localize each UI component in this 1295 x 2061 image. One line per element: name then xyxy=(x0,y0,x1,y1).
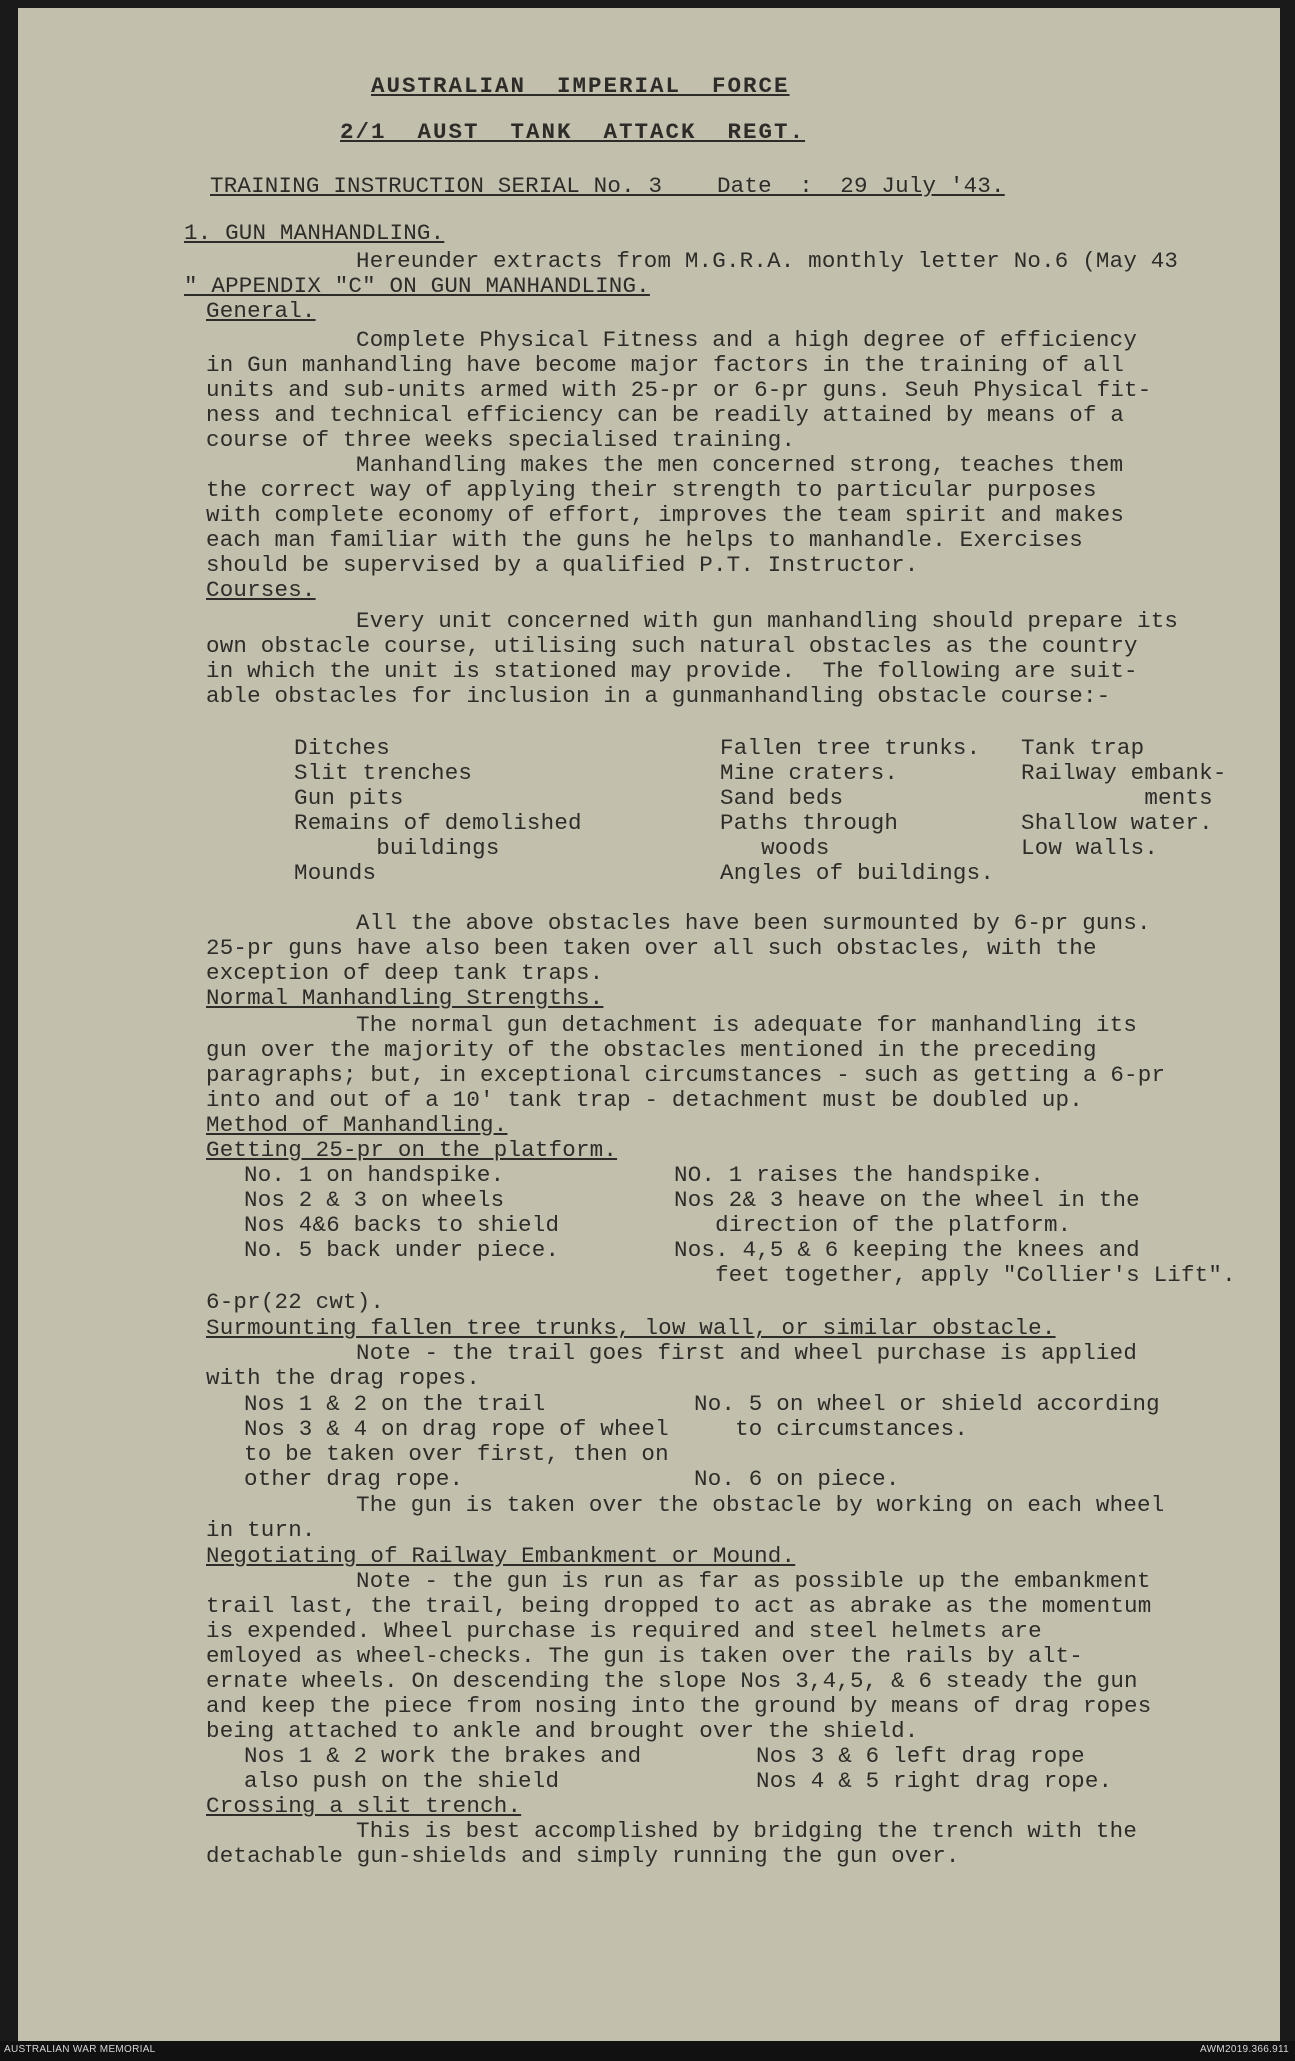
platform-heading: Getting 25-pr on the platform. xyxy=(206,1137,618,1163)
general-p1-line: course of three weeks specialised training. xyxy=(206,427,796,453)
footer-credit: AUSTRALIAN WAR MEMORIAL xyxy=(4,2044,156,2055)
platform-left-item: No. 1 on handspike. xyxy=(244,1162,505,1188)
railway-right-item: Nos 3 & 6 left drag rope xyxy=(756,1743,1085,1769)
slit-line: detachable gun-shields and simply running the gun over. xyxy=(206,1843,960,1869)
obstacle-item: Low walls. xyxy=(1021,835,1159,861)
courses-heading: Courses. xyxy=(206,577,316,603)
general-p1-line: in Gun manhandling have become major factors in the training of all xyxy=(206,352,1138,378)
obstacle-item: woods xyxy=(720,835,830,861)
platform-right-item: NO. 1 raises the handspike. xyxy=(674,1162,1044,1188)
platform-left-item: Nos 4&6 backs to shield xyxy=(244,1212,560,1238)
footer-bar xyxy=(0,2041,1295,2061)
normal-line: gun over the majority of the obstacles mentioned in the preceding xyxy=(206,1037,1097,1063)
trunks-left-item: other drag rope. xyxy=(244,1466,464,1492)
general-p2-line: the correct way of applying their strength to particular purposes xyxy=(206,477,1097,503)
trunks-note-line: Note - the trail goes first and wheel purchase is applied xyxy=(356,1340,1138,1366)
platform-right-item: Nos. 4,5 & 6 keeping the knees and xyxy=(674,1237,1140,1263)
obstacle-item: Tank trap xyxy=(1021,735,1145,761)
obstacle-item: buildings xyxy=(294,835,500,861)
trunks-left-item: Nos 3 & 4 on drag rope of wheel xyxy=(244,1416,669,1442)
obstacle-item: Remains of demolished xyxy=(294,810,582,836)
railway-heading: Negotiating of Railway Embankment or Mound. xyxy=(206,1543,796,1569)
surmount-line: 25-pr guns have also been taken over all such obstacles, with the xyxy=(206,935,1097,961)
header-force: AUSTRALIAN IMPERIAL FORCE xyxy=(371,73,790,99)
obstacle-item: Sand beds xyxy=(720,785,844,811)
section-title: 1. GUN MANHANDLING. xyxy=(184,220,445,246)
general-p1-line: units and sub-units armed with 25-pr or 6-pr guns. Seuh Physical fit- xyxy=(206,377,1152,403)
courses-line: able obstacles for inclusion in a gunmanhandling obstacle course:- xyxy=(206,683,1111,709)
trunks-left-item: to be taken over first, then on xyxy=(244,1441,669,1467)
normal-line: into and out of a 10' tank trap - detachment must be doubled up. xyxy=(206,1087,1083,1113)
slit-line: This is best accomplished by bridging the trench with the xyxy=(356,1818,1138,1844)
obstacle-item: ments xyxy=(1021,785,1213,811)
normal-line: The normal gun detachment is adequate for manhandling its xyxy=(356,1012,1138,1038)
trunks-para-line: in turn. xyxy=(206,1517,316,1543)
trunks-para-line: The gun is taken over the obstacle by working on each wheel xyxy=(356,1492,1165,1518)
obstacle-item: Mine craters. xyxy=(720,760,899,786)
obstacle-item: Slit trenches xyxy=(294,760,473,786)
railway-left-item: Nos 1 & 2 work the brakes and xyxy=(244,1743,642,1769)
general-p2-line: Manhandling makes the men concerned strong, teaches them xyxy=(356,452,1124,478)
railway-line: emloyed as wheel-checks. The gun is taken over the rails by alt- xyxy=(206,1643,1083,1669)
obstacle-item: Fallen tree trunks. xyxy=(720,735,981,761)
platform-right-item: feet together, apply "Collier's Lift". xyxy=(674,1262,1236,1288)
normal-line: paragraphs; but, in exceptional circumstances - such as getting a 6-pr xyxy=(206,1062,1166,1088)
courses-line: in which the unit is stationed may provide. The following are suit- xyxy=(206,658,1138,684)
railway-line: trail last, the trail, being dropped to act as abrake as the momentum xyxy=(206,1593,1152,1619)
general-p2-line: each man familiar with the guns he helps to manhandle. Exercises xyxy=(206,527,1083,553)
general-p2-line: with complete economy of effort, improves the team spirit and makes xyxy=(206,502,1125,528)
railway-line: ernate wheels. On descending the slope Nos 3,4,5, & 6 steady the gun xyxy=(206,1668,1138,1694)
obstacle-item: Ditches xyxy=(294,735,390,761)
obstacle-item: Paths through xyxy=(720,810,899,836)
obstacle-item: Mounds xyxy=(294,860,377,886)
general-p2-line: should be supervised by a qualified P.T. Instructor. xyxy=(206,552,919,578)
slit-heading: Crossing a slit trench. xyxy=(206,1793,522,1819)
appendix-title: " APPENDIX "C" ON GUN MANHANDLING. xyxy=(184,273,650,299)
general-heading: General. xyxy=(206,298,316,324)
railway-line: being attached to ankle and brought over the shield. xyxy=(206,1718,919,1744)
platform-left-item: Nos 2 & 3 on wheels xyxy=(244,1187,505,1213)
trunks-right-item: No. 5 on wheel or shield according xyxy=(694,1391,1160,1417)
courses-line: own obstacle course, utilising such natural obstacles as the country xyxy=(206,633,1138,659)
trunks-right-item: to circumstances. xyxy=(694,1416,969,1442)
obstacle-item: Gun pits xyxy=(294,785,404,811)
trunks-left-item: Nos 1 & 2 on the trail xyxy=(244,1391,546,1417)
platform-left-item: No. 5 back under piece. xyxy=(244,1237,560,1263)
obstacle-item: Angles of buildings. xyxy=(720,860,995,886)
platform-right-item: Nos 2& 3 heave on the wheel in the xyxy=(674,1187,1140,1213)
document-page xyxy=(18,8,1280,2041)
serial-line: TRAINING INSTRUCTION SERIAL No. 3 Date : 29 July '43. xyxy=(210,173,1005,199)
trunks-heading: Surmounting fallen tree trunks, low wall, or similar obstacle. xyxy=(206,1315,1056,1341)
surmount-line: All the above obstacles have been surmounted by 6-pr guns. xyxy=(356,910,1151,936)
surmount-line: exception of deep tank traps. xyxy=(206,960,604,986)
railway-line: Note - the gun is run as far as possible up the embankment xyxy=(356,1568,1151,1594)
railway-right-item: Nos 4 & 5 right drag rope. xyxy=(756,1768,1113,1794)
railway-line: and keep the piece from nosing into the ground by means of drag ropes xyxy=(206,1693,1152,1719)
railway-left-item: also push on the shield xyxy=(244,1768,560,1794)
method-heading: Method of Manhandling. xyxy=(206,1112,508,1138)
trunks-right-item: No. 6 on piece. xyxy=(694,1466,900,1492)
obstacle-item: Shallow water. xyxy=(1021,810,1213,836)
general-p1-line: Complete Physical Fitness and a high degree of efficiency xyxy=(356,327,1138,353)
header-regiment: 2/1 AUST TANK ATTACK REGT. xyxy=(340,119,806,145)
courses-line: Every unit concerned with gun manhandling should prepare its xyxy=(356,608,1179,634)
railway-line: is expended. Wheel purchase is required and steel helmets are xyxy=(206,1618,1042,1644)
footer-accession: AWM2019.366.911 xyxy=(1200,2044,1289,2055)
obstacle-item: Railway embank- xyxy=(1021,760,1227,786)
trunks-note-line: with the drag ropes. xyxy=(206,1365,481,1391)
intro-line: Hereunder extracts from M.G.R.A. monthly letter No.6 (May 43 xyxy=(356,248,1179,274)
platform-right-item: direction of the platform. xyxy=(674,1212,1072,1238)
sixpr-label: 6-pr(22 cwt). xyxy=(206,1289,385,1315)
normal-heading: Normal Manhandling Strengths. xyxy=(206,985,604,1011)
general-p1-line: ness and technical efficiency can be readily attained by means of a xyxy=(206,402,1125,428)
